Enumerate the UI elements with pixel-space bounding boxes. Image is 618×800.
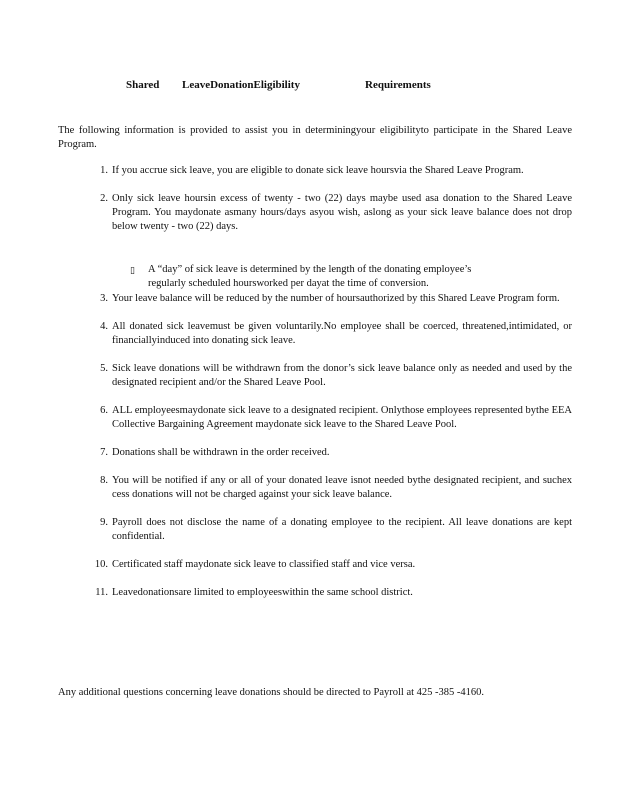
bullet-text: A “day” of sick leave is determined by the length of the donating employee’s regularly scheduled hoursworked per dayat the time of conversion. bbox=[148, 264, 472, 289]
item-number: 7. bbox=[100, 447, 108, 458]
item-number: 5. bbox=[100, 363, 108, 374]
closing-paragraph: Any additional questions concerning leave donations should be directed to Payroll at 425 -385 -4160. bbox=[58, 687, 485, 698]
list-item bbox=[100, 320, 572, 348]
list-item bbox=[100, 292, 572, 306]
item-text: Your leave balance will be reduced by the number of hoursauthorized by this Shared Leave Program form. bbox=[112, 293, 560, 304]
intro-paragraph: The following information is provided to assist you in determiningyour eligibilityto participate in the Shared Leave Program. bbox=[58, 125, 572, 150]
item-number: 2. bbox=[100, 193, 108, 204]
square-bullet-icon: ▯ bbox=[130, 265, 135, 275]
list-item bbox=[100, 404, 572, 432]
list-item bbox=[100, 474, 572, 502]
item-text: All donated sick leavemust be given voluntarily.No employee shall be coerced, threatened,intimidated, or financiallyinduced into donating sick leave. bbox=[112, 321, 572, 346]
list-item bbox=[94, 558, 572, 572]
item-number: 10. bbox=[94, 559, 108, 570]
list-item bbox=[100, 192, 572, 234]
item-text: Leavedonationsare limited to employeeswithin the same school district. bbox=[112, 587, 413, 598]
day-definition-bullet bbox=[130, 263, 510, 291]
item-text: Sick leave donations will be withdrawn from the donor’s sick leave balance only as needed and used by the designated recipient and/or the Shared Leave Pool. bbox=[112, 363, 572, 388]
document-title bbox=[0, 79, 618, 95]
list-item bbox=[100, 362, 572, 390]
item-number: 9. bbox=[100, 517, 108, 528]
list-item bbox=[100, 164, 572, 178]
item-text: If you accrue sick leave, you are eligible to donate sick leave hoursvia the Shared Leave Program. bbox=[112, 165, 524, 176]
list-item bbox=[95, 586, 572, 600]
requirements-list bbox=[94, 164, 572, 600]
item-text: Donations shall be withdrawn in the order received. bbox=[112, 447, 330, 458]
item-number: 8. bbox=[100, 475, 108, 486]
item-text: Payroll does not disclose the name of a donating employee to the recipient. All leave donations are kept confidential. bbox=[112, 517, 572, 542]
item-text: You will be notified if any or all of your donated leave isnot needed bythe designated recipient, and suchex cess donations will not be charged against your sick leave balance. bbox=[112, 475, 572, 500]
item-number: 1. bbox=[100, 165, 108, 176]
list-item bbox=[100, 446, 572, 460]
item-text: Only sick leave hoursin excess of twenty - two (22) days maybe used asa donation to the Shared Leave Program. You maydonate asmany hours/days asyou wish, aslong as your sick leave balance does not drop below twenty - two (22) days. bbox=[112, 193, 572, 232]
item-number: 3. bbox=[100, 293, 108, 304]
list-item bbox=[100, 516, 572, 544]
item-text: ALL employeesmaydonate sick leave to a designated recipient. Onlythose employees represented bythe EEA Collective Bargaining Agreement maydonate sick leave to the Shared Leave Pool. bbox=[112, 405, 572, 430]
item-number: 6. bbox=[100, 405, 108, 416]
title-part-shared: Shared bbox=[126, 79, 160, 91]
item-number: 11. bbox=[95, 587, 108, 598]
title-part-leave-donation-eligibility: LeaveDonationEligibility bbox=[182, 79, 300, 91]
item-text: Certificated staff maydonate sick leave to classified staff and vice versa. bbox=[112, 559, 416, 570]
item-number: 4. bbox=[100, 321, 108, 332]
title-part-requirements: Requirements bbox=[365, 79, 431, 91]
